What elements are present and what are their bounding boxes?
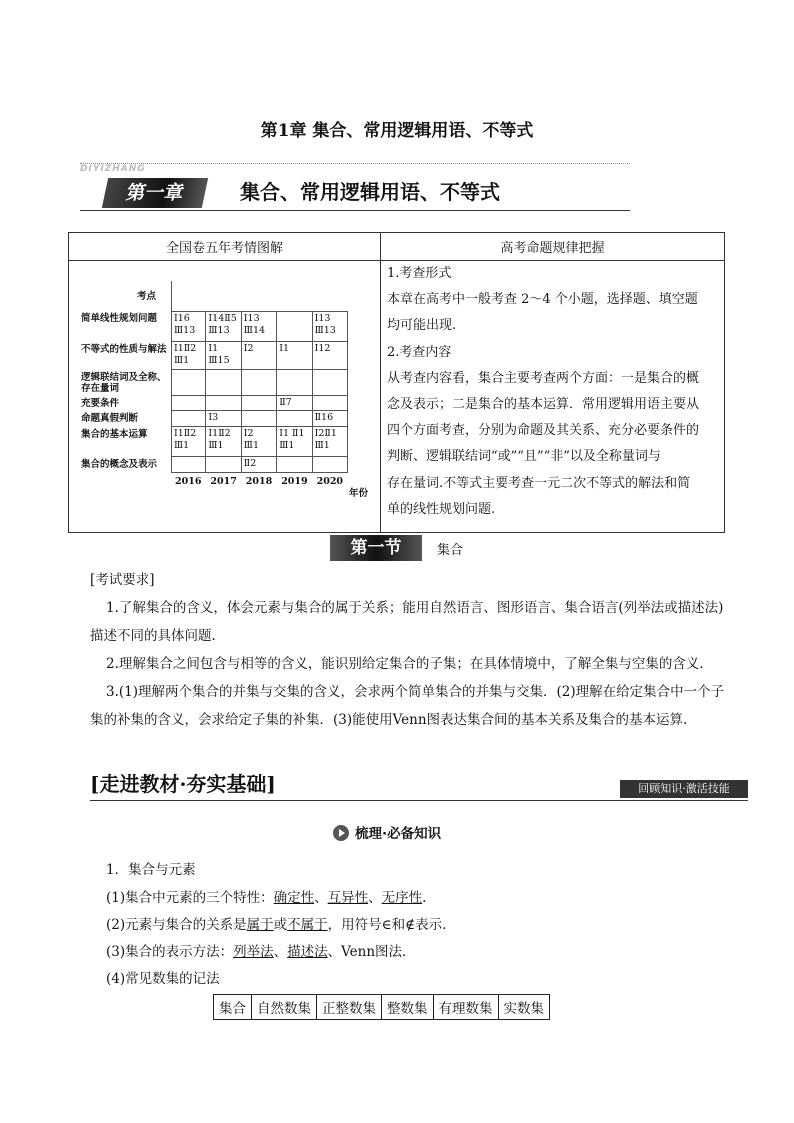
grid-cell: Ⅰ2Ⅱ1 Ⅲ1 bbox=[313, 427, 348, 457]
section-title: 集合 bbox=[437, 543, 464, 558]
chapter-pinyin: DIYIZHANG bbox=[80, 164, 146, 174]
grid-y-axis bbox=[171, 281, 172, 311]
requirement-item: 3.(1)理解两个集合的并集与交集的含义，会求两个简单集合的并集与交集．(2)理解在给定集合中一个子集的补集的含义，会求给定子集的补集．(3)能使用Venn图表达集合间的基本关系及集合的基本运算. bbox=[90, 684, 725, 728]
grid-cell: Ⅰ1Ⅱ2 Ⅲ1 bbox=[206, 427, 241, 457]
exam-overview-table bbox=[68, 232, 725, 533]
grid-row-label: 集合的基本运算 bbox=[81, 429, 148, 440]
grid-year-label: 2016 bbox=[175, 476, 202, 487]
grid-row-label: 不等式的性质与解法 bbox=[81, 344, 167, 355]
grid-row-label: 集合的概念及表示 bbox=[81, 459, 158, 470]
section-badge: 第一节 bbox=[330, 535, 422, 561]
grid-cell: Ⅰ2 Ⅲ1 bbox=[242, 427, 277, 457]
grid-cell: Ⅰ12 bbox=[313, 342, 348, 370]
grid-year-label: 2017 bbox=[210, 476, 237, 487]
grid-cell bbox=[171, 457, 206, 473]
grid-cell: Ⅰ1 Ⅱ1 Ⅲ1 bbox=[277, 427, 312, 457]
pattern-line: 判断、逻辑联结词“或”“且”“非”以及全称量词与 bbox=[387, 449, 661, 465]
pattern-line: 四个方面考查，分别为命题及其关系、充分必要条件的 bbox=[387, 423, 700, 439]
grid-cell bbox=[171, 396, 206, 411]
chapter-dotted-rule bbox=[80, 163, 630, 164]
number-set-cell: 实数集 bbox=[498, 995, 550, 1020]
grid-cell: Ⅰ1 bbox=[277, 342, 312, 370]
grid-row-label: 充要条件 bbox=[81, 398, 120, 409]
grid-cell: Ⅰ13 Ⅲ13 bbox=[313, 311, 348, 342]
play-circle-icon bbox=[333, 825, 349, 841]
grid-cell bbox=[277, 457, 312, 473]
chapter-badge: 第一章 bbox=[102, 178, 208, 208]
grid-cell bbox=[277, 370, 312, 396]
pattern-line: 1.考查形式 bbox=[387, 266, 452, 281]
grid-cell: Ⅰ2 bbox=[242, 342, 277, 370]
grid-row-label: 简单线性规划问题 bbox=[81, 313, 158, 324]
number-set-table bbox=[213, 994, 550, 1020]
grid-cell: Ⅰ1Ⅱ2 Ⅲ1 bbox=[171, 342, 206, 370]
requirement-item: 1.了解集合的含义，体会元素与集合的属于关系；能用自然语言、图形语言、集合语言(列举法或描述法)描述不同的具体问题. bbox=[90, 600, 724, 644]
pattern-line: 存在量词.不等式主要考查一元二次不等式的解法和简 bbox=[387, 475, 691, 491]
grid-corner-label: 考点 bbox=[137, 291, 157, 302]
number-set-cell: 正整数集 bbox=[317, 995, 382, 1020]
grid-cell bbox=[206, 457, 241, 473]
grid-cell bbox=[313, 457, 348, 473]
grid-cell bbox=[313, 396, 348, 411]
knowledge-line-2: (2)元素与集合的关系是属于或不属于，用符号∈和∉表示． bbox=[106, 917, 456, 933]
grid-cell: Ⅰ3 bbox=[206, 411, 241, 427]
pattern-line: 念及表示；二是集合的基本运算．常用逻辑用语主要从 bbox=[387, 397, 700, 413]
grid-cell bbox=[277, 311, 312, 342]
pattern-line: 单的线性规划问题. bbox=[387, 501, 496, 517]
sub-heading: 梳理·必备知识 bbox=[333, 822, 441, 842]
left-header: 全国卷五年考情图解 bbox=[165, 241, 283, 256]
number-set-cell: 有理数集 bbox=[433, 995, 498, 1020]
grid-cell: Ⅱ7 bbox=[277, 396, 312, 411]
pattern-line: 2.考查内容 bbox=[387, 344, 452, 360]
grid-cell bbox=[313, 370, 348, 396]
right-header: 高考命题规律把握 bbox=[500, 241, 605, 256]
number-set-cell: 自然数集 bbox=[252, 995, 317, 1020]
grid-row-label: 命题真假判断 bbox=[81, 413, 139, 424]
grid-cell bbox=[171, 370, 206, 396]
grid-cell: Ⅰ16 Ⅲ13 bbox=[171, 311, 206, 342]
knowledge-line-4: (4)常见数集的记法 bbox=[106, 971, 220, 987]
grid-cell: Ⅰ14Ⅱ5 Ⅲ13 bbox=[206, 311, 241, 342]
chapter-title: 集合、常用逻辑用语、不等式 bbox=[240, 180, 500, 204]
document-title: 第1章 集合、常用逻辑用语、不等式 bbox=[260, 121, 534, 141]
grid-row-label: 逻辑联结词及全称、存在量词 bbox=[81, 372, 167, 394]
grid-cell: Ⅰ1 Ⅲ15 bbox=[206, 342, 241, 370]
requirement-item: 2.理解集合之间包含与相等的含义，能识别给定集合的子集；在具体情境中，了解全集与空集的含义. bbox=[106, 656, 704, 672]
grid-cell bbox=[242, 396, 277, 411]
section-big-heading: [走进教材·夯实基础] bbox=[90, 772, 276, 796]
pattern-line: 本章在高考中一般考查 2～4 个小题，选择题、填空题 bbox=[387, 292, 698, 308]
grid-cell bbox=[206, 396, 241, 411]
requirements-heading: [考试要求] bbox=[90, 572, 155, 588]
number-set-cell: 整数集 bbox=[382, 995, 434, 1020]
grid-cell bbox=[277, 411, 312, 427]
pattern-line: 从考查内容看，集合主要考查两个方面：一是集合的概 bbox=[387, 370, 700, 386]
grid-cell: Ⅱ16 bbox=[313, 411, 348, 427]
grid-cell bbox=[242, 411, 277, 427]
number-set-cell: 集合 bbox=[214, 995, 252, 1020]
grid-year-label: 2018 bbox=[245, 476, 273, 487]
grid-cell: Ⅰ13 Ⅲ14 bbox=[242, 311, 277, 342]
section-tag: 回顾知识·激活技能 bbox=[620, 780, 748, 798]
pattern-line: 均可能出现. bbox=[387, 318, 457, 334]
grid-year-label: 2020 bbox=[316, 476, 344, 487]
grid-cell bbox=[206, 370, 241, 396]
knowledge-heading: 1．集合与元素 bbox=[106, 862, 196, 878]
grid-cell: Ⅱ2 bbox=[242, 457, 277, 473]
knowledge-line-3: (3)集合的表示方法：列举法、描述法、Venn图法． bbox=[106, 944, 416, 960]
grid-cell bbox=[242, 370, 277, 396]
chapter-rule bbox=[80, 210, 630, 211]
knowledge-line-1: (1)集合中元素的三个特性：确定性、互异性、无序性. bbox=[106, 890, 427, 906]
heading-rule bbox=[90, 800, 748, 801]
grid-cell: Ⅰ1Ⅱ2 Ⅲ1 bbox=[171, 427, 206, 457]
grid-cell bbox=[171, 411, 206, 427]
exam-pattern-text bbox=[387, 261, 719, 523]
grid-x-axis-label: 年份 bbox=[349, 488, 369, 499]
grid-year-label: 2019 bbox=[281, 476, 308, 487]
